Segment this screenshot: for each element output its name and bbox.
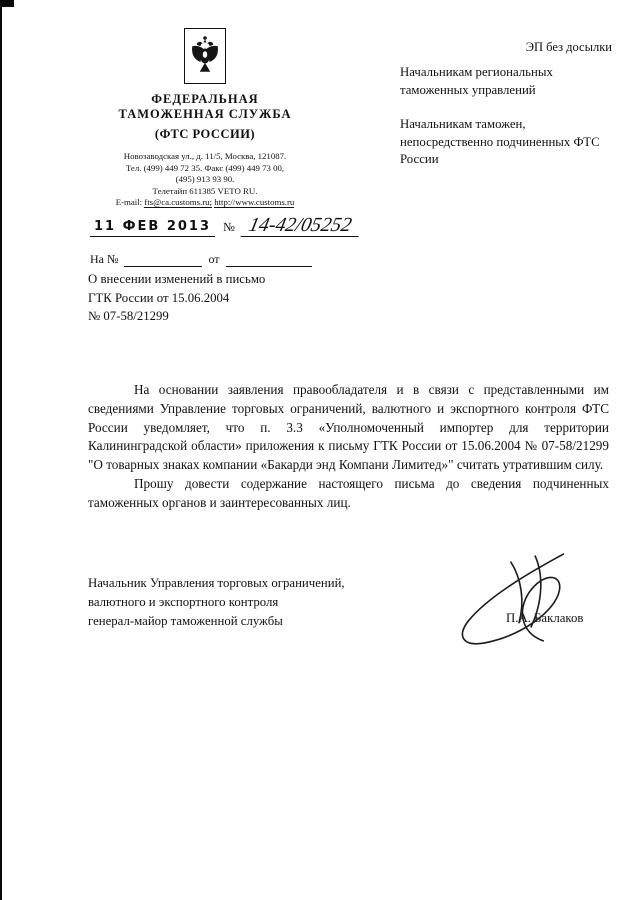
subject-block [88, 270, 318, 326]
email-address: fts@ca.customs.ru; [144, 197, 213, 207]
body-paragraph-2: Прошу довести содержание настоящего письма до сведения подчиненных таможенных органов и заинтересованных лиц. [88, 475, 609, 510]
website-url: http://www.customs.ru [214, 197, 295, 207]
letterhead [85, 28, 325, 209]
letter-body [88, 381, 609, 513]
subject-line-2: ГТК России от 15.06.2004 [88, 290, 230, 305]
body-paragraph-1: На основании заявления правообладателя и в связи с представленными им сведениями Управление торговых ограничений, валютного и экспортного контроля ФТС России уведомляет, что п. 3.3 «Уполномоченный импортер для территории Калининградской области» приложения к письму ГТК России от 15.06.2004 № 07-58/21299 "О товарных знаках компании «Бакарди энд Компани Лимитед»" считать утратившим силу. [88, 382, 609, 473]
org-phones-line1: Тел. (499) 449 72 35. Факс (499) 449 73 00, [125, 162, 285, 173]
reply-date-blank [226, 253, 312, 267]
email-label: E-mail: [115, 197, 143, 207]
addressee-block [400, 64, 618, 186]
scan-edge-artifact [0, 0, 2, 900]
signer-title-block [88, 574, 418, 631]
org-phones-line2: (495) 913 93 90. [175, 174, 235, 184]
signer-title-line-3: генерал-майор таможенной службы [88, 614, 283, 628]
addressee-customs: Начальникам таможен, непосредственно подчиненных ФТС России [400, 117, 600, 166]
contact-block [85, 151, 325, 209]
scan-corner-artifact [0, 0, 14, 7]
org-teletype: Телетайп 611385 VETO RU. [152, 185, 258, 196]
double-headed-eagle-icon [190, 34, 220, 78]
coat-of-arms-emblem [184, 28, 226, 84]
org-address: Новозаводская ул., д. 11/5, Москва, 121087. [123, 151, 287, 161]
addressee-regional: Начальникам региональных таможенных управлений [400, 65, 553, 97]
delivery-method-note: ЭП без досылки [525, 40, 612, 54]
outgoing-ref-row [90, 214, 360, 237]
incoming-ref-row [90, 252, 360, 267]
signer-title-line-1: Начальник Управления торговых ограничений, [88, 576, 345, 590]
number-sign: № [223, 220, 235, 234]
reply-from-label: от [208, 252, 220, 266]
org-name-line1: ФЕДЕРАЛЬНАЯ [151, 92, 259, 106]
handwritten-outgoing-number: 14-42/05252 [241, 214, 364, 237]
reply-to-label: На № [90, 252, 119, 266]
subject-line-1: О внесении изменений в письмо [88, 272, 266, 286]
reply-number-blank [124, 253, 202, 267]
signer-title-line-2: валютного и экспортного контроля [88, 595, 279, 609]
org-short-name: (ФТС РОССИИ) [154, 127, 256, 141]
org-name-line2: ТАМОЖЕННАЯ СЛУЖБА [118, 107, 292, 121]
org-email-line [85, 197, 325, 209]
handwritten-signature-icon [450, 548, 582, 654]
signer-name: П.А. Баклаков [506, 611, 584, 625]
subject-line-3: № 07-58/21299 [88, 309, 169, 323]
date-stamp: 11 ФЕВ 2013 [90, 219, 215, 237]
